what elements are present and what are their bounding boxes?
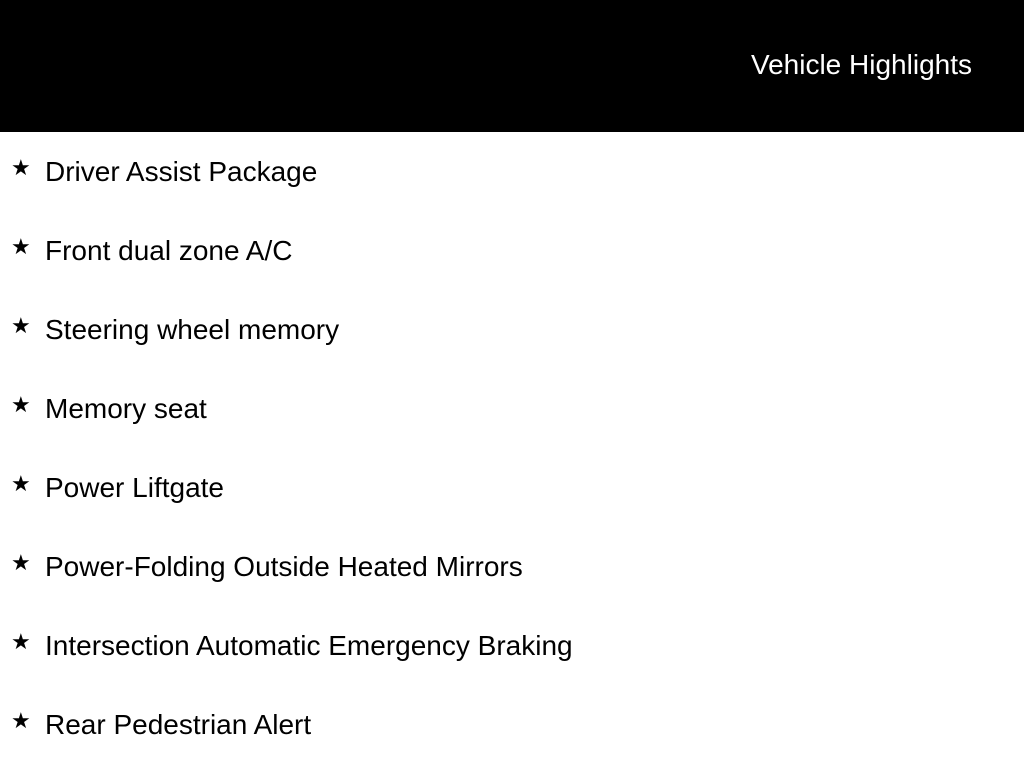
header-bar: [0, 0, 1024, 132]
star-icon: ★: [11, 629, 31, 654]
star-icon: ★: [11, 155, 31, 180]
list-item: [0, 132, 1024, 211]
star-icon: ★: [11, 471, 31, 496]
highlight-label: Power Liftgate: [45, 472, 224, 503]
highlight-label: Memory seat: [45, 393, 207, 424]
highlight-label: Driver Assist Package: [45, 156, 318, 187]
page-title: Vehicle Highlights: [750, 49, 972, 80]
highlight-label: Steering wheel memory: [45, 314, 340, 345]
star-icon: ★: [11, 392, 31, 417]
star-icon: ★: [11, 313, 31, 338]
star-icon: ★: [11, 550, 31, 575]
highlights-list: [0, 132, 1024, 764]
star-icon: ★: [11, 708, 31, 733]
highlight-label: Front dual zone A/C: [45, 235, 293, 266]
list-item: [0, 290, 1024, 369]
highlight-label: Rear Pedestrian Alert: [45, 709, 312, 740]
list-item: [0, 211, 1024, 290]
list-item: [0, 448, 1024, 527]
list-item: [0, 685, 1024, 764]
highlight-label: Intersection Automatic Emergency Braking: [45, 630, 573, 661]
highlight-label: Power-Folding Outside Heated Mirrors: [45, 551, 523, 582]
list-item: [0, 527, 1024, 606]
list-item: [0, 606, 1024, 685]
list-item: [0, 369, 1024, 448]
star-icon: ★: [11, 234, 31, 259]
